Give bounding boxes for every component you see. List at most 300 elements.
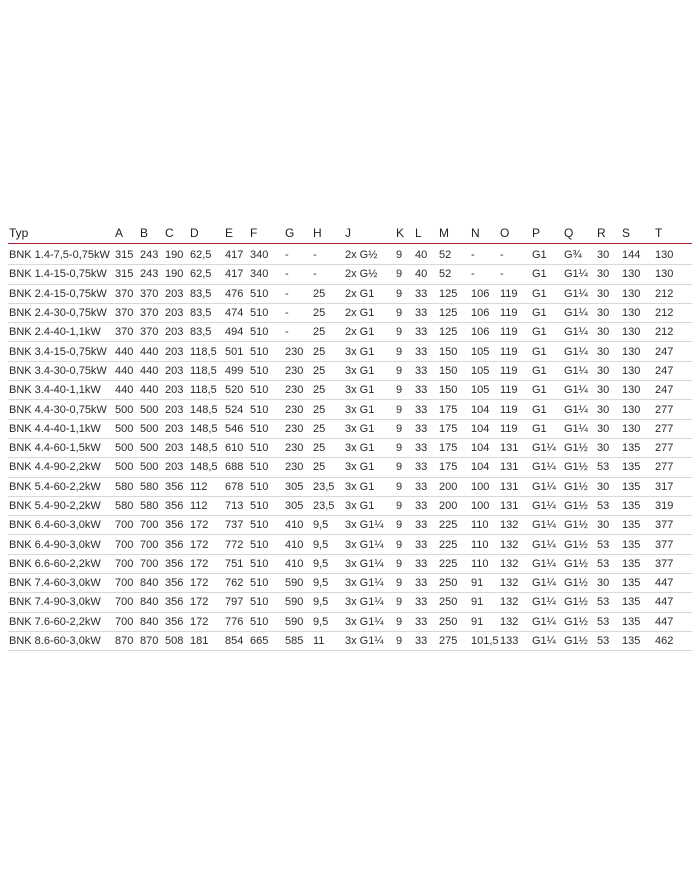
value-cell: G1¼ (564, 268, 588, 281)
value-cell: 3x G1 (345, 403, 375, 416)
value-cell: 25 (313, 364, 326, 377)
table-row (8, 631, 692, 650)
value-cell: 135 (622, 519, 641, 532)
value-cell: 118,5 (190, 364, 217, 377)
value-cell: 132 (500, 519, 519, 532)
value-cell: 377 (655, 557, 674, 570)
value-cell: 212 (655, 326, 674, 339)
value-cell: 33 (415, 345, 428, 358)
value-cell: 713 (225, 500, 244, 512)
value-cell: 700 (115, 615, 134, 628)
value-cell: 25 (313, 442, 326, 455)
table-row (8, 323, 692, 342)
value-cell: G¾ (564, 249, 582, 262)
value-cell: 440 (115, 345, 134, 358)
value-cell: 700 (115, 538, 134, 551)
value-cell: 33 (415, 461, 428, 474)
value-cell: 172 (190, 596, 209, 609)
value-cell: G1¼ (564, 326, 588, 339)
value-cell: 53 (597, 557, 610, 570)
value-cell: 3x G1 (345, 500, 375, 512)
value-cell: G1½ (564, 615, 588, 628)
value-cell: G1¼ (532, 519, 556, 532)
value-cell: 30 (597, 345, 610, 358)
value-cell: 190 (165, 249, 184, 262)
value-cell: 200 (439, 480, 458, 493)
value-cell: 9 (396, 577, 403, 590)
type-cell: BNK 5.4-60-2,2kW (9, 480, 101, 493)
value-cell: 340 (250, 249, 269, 262)
value-cell: 243 (140, 268, 159, 281)
table-row (8, 381, 692, 400)
value-cell: 447 (655, 577, 674, 590)
type-cell: BNK 4.4-40-1,1kW (9, 422, 101, 435)
value-cell: 9 (396, 480, 403, 493)
value-cell: 203 (165, 403, 184, 416)
value-cell: G1¼ (564, 384, 588, 397)
value-cell: 277 (655, 422, 674, 435)
value-cell: 440 (140, 384, 159, 397)
type-cell: BNK 2.4-40-1,1kW (9, 326, 101, 339)
value-cell: 700 (140, 538, 159, 551)
value-cell: 665 (250, 635, 269, 648)
value-cell: 854 (225, 635, 244, 648)
value-cell: - (285, 268, 289, 281)
value-cell: 181 (190, 635, 209, 648)
value-cell: 110 (471, 538, 489, 551)
value-cell: 440 (140, 345, 159, 358)
value-cell: 119 (500, 326, 518, 339)
value-cell: 247 (655, 364, 674, 377)
value-cell: 3x G1¼ (345, 538, 384, 551)
value-cell: 104 (471, 403, 490, 416)
value-cell: G1½ (564, 461, 588, 474)
value-cell: 33 (415, 596, 428, 609)
value-cell: 247 (655, 345, 674, 358)
value-cell: 148,5 (190, 403, 218, 416)
value-cell: 33 (415, 577, 428, 590)
value-cell: 356 (165, 615, 184, 628)
value-cell: 130 (622, 384, 641, 397)
value-cell: 510 (250, 422, 269, 435)
value-cell: 53 (597, 635, 610, 648)
value-cell: 500 (140, 422, 159, 435)
value-cell: 751 (225, 557, 244, 570)
value-cell: 9,5 (313, 596, 329, 609)
value-cell: 135 (622, 442, 641, 455)
value-cell: 580 (140, 480, 159, 493)
value-cell: 148,5 (190, 442, 218, 455)
value-cell: 105 (471, 345, 490, 358)
value-cell: 25 (313, 345, 326, 358)
value-cell: G1¼ (564, 364, 588, 377)
value-cell: G1½ (564, 596, 588, 609)
table-row (8, 516, 692, 535)
value-cell: 356 (165, 538, 184, 551)
value-cell: 110 (471, 557, 489, 570)
value-cell: G1 (532, 403, 547, 416)
value-cell: 546 (225, 422, 244, 435)
value-cell: 3x G1 (345, 422, 375, 435)
value-cell: 119 (500, 364, 518, 377)
value-cell: 135 (622, 500, 641, 512)
value-cell: 610 (225, 442, 244, 455)
value-cell: 119 (500, 384, 518, 397)
value-cell: G1¼ (532, 461, 556, 474)
value-cell: 9 (396, 422, 403, 435)
table-row (8, 535, 692, 554)
value-cell: 175 (439, 442, 458, 455)
value-cell: 510 (250, 480, 269, 493)
value-cell: 212 (655, 287, 674, 300)
value-cell: 150 (439, 384, 458, 397)
table-row (8, 438, 692, 457)
value-cell: 230 (285, 345, 304, 358)
value-cell: 9 (396, 345, 403, 358)
value-cell: G1¼ (532, 480, 556, 493)
value-cell: 172 (190, 538, 209, 551)
value-cell: G1¼ (564, 403, 588, 416)
value-cell: 30 (597, 442, 610, 455)
value-cell: 500 (140, 403, 159, 416)
value-cell: G1¼ (532, 442, 556, 455)
value-cell: 25 (313, 326, 326, 339)
value-cell: 225 (439, 538, 458, 551)
value-cell: 175 (439, 403, 458, 416)
value-cell: 144 (622, 249, 641, 262)
value-cell: 106 (471, 307, 490, 320)
value-cell: G1½ (564, 480, 588, 493)
value-cell: 500 (115, 461, 134, 474)
value-cell: 104 (471, 461, 490, 474)
value-cell: 190 (165, 268, 184, 281)
value-cell: 3x G1¼ (345, 596, 384, 609)
value-cell: 175 (439, 422, 458, 435)
value-cell: 33 (415, 519, 428, 532)
value-cell: 737 (225, 519, 244, 532)
value-cell: 3x G1¼ (345, 635, 384, 648)
value-cell: 132 (500, 577, 519, 590)
value-cell: 203 (165, 461, 184, 474)
value-cell: - (500, 249, 504, 262)
value-cell: 100 (471, 480, 490, 493)
value-cell: 33 (415, 442, 428, 455)
value-cell: 356 (165, 519, 184, 532)
value-cell: 33 (415, 403, 428, 416)
value-cell: 510 (250, 557, 269, 570)
value-cell: 870 (140, 635, 159, 648)
type-cell: BNK 2.4-15-0,75kW (9, 287, 107, 300)
value-cell: 119 (500, 307, 518, 320)
value-cell: 130 (622, 345, 641, 358)
value-cell: 33 (415, 364, 428, 377)
value-cell: 9,5 (313, 519, 329, 532)
value-cell: 230 (285, 442, 304, 455)
value-cell: 33 (415, 480, 428, 493)
value-cell: 370 (140, 287, 159, 300)
column-header-d: D (190, 226, 199, 240)
table-row (8, 400, 692, 419)
value-cell: 52 (439, 268, 452, 281)
value-cell: 101,5 (471, 635, 499, 648)
type-cell: BNK 2.4-30-0,75kW (9, 307, 107, 320)
value-cell: 9 (396, 596, 403, 609)
value-cell: 172 (190, 519, 209, 532)
column-header-b: B (140, 226, 149, 240)
value-cell: 510 (250, 326, 269, 339)
value-cell: 2x G1 (345, 287, 375, 300)
value-cell: 9,5 (313, 557, 329, 570)
value-cell: 3x G1¼ (345, 557, 384, 570)
value-cell: 247 (655, 384, 674, 397)
value-cell: 370 (115, 287, 134, 300)
value-cell: 225 (439, 557, 458, 570)
value-cell: 125 (439, 326, 458, 339)
value-cell: 25 (313, 384, 326, 397)
value-cell: 3x G1¼ (345, 615, 384, 628)
value-cell: 112 (190, 500, 208, 512)
value-cell: 688 (225, 461, 244, 474)
type-cell: BNK 7.4-60-3,0kW (9, 577, 101, 590)
value-cell: 33 (415, 615, 428, 628)
value-cell: 33 (415, 326, 428, 339)
value-cell: G1½ (564, 519, 588, 532)
value-cell: 25 (313, 307, 326, 320)
value-cell: 104 (471, 422, 490, 435)
value-cell: 9 (396, 307, 403, 320)
value-cell: 130 (622, 403, 641, 416)
value-cell: G1¼ (532, 557, 556, 570)
value-cell: 840 (140, 596, 159, 609)
value-cell: 3x G1 (345, 461, 375, 474)
value-cell: 91 (471, 615, 484, 628)
value-cell: 62,5 (190, 249, 212, 262)
value-cell: G1 (532, 384, 547, 397)
value-cell: 315 (115, 268, 134, 281)
value-cell: 700 (140, 557, 159, 570)
value-cell: G1 (532, 364, 547, 377)
value-cell: 110 (471, 519, 489, 532)
value-cell: 148,5 (190, 422, 218, 435)
value-cell: 510 (250, 500, 269, 512)
value-cell: 3x G1¼ (345, 519, 384, 532)
value-cell: 499 (225, 364, 244, 377)
value-cell: 33 (415, 500, 428, 512)
value-cell: 476 (225, 287, 244, 300)
value-cell: G1½ (564, 577, 588, 590)
value-cell: - (313, 249, 317, 262)
dimension-table (8, 226, 692, 651)
value-cell: 33 (415, 384, 428, 397)
value-cell: 700 (115, 596, 134, 609)
value-cell: 772 (225, 538, 244, 551)
value-cell: 125 (439, 287, 458, 300)
value-cell: 510 (250, 384, 269, 397)
value-cell: G1¼ (564, 287, 588, 300)
value-cell: G1 (532, 422, 547, 435)
value-cell: 9 (396, 635, 403, 648)
value-cell: 230 (285, 461, 304, 474)
value-cell: G1¼ (532, 538, 556, 551)
value-cell: 175 (439, 461, 458, 474)
value-cell: 447 (655, 596, 674, 609)
value-cell: 250 (439, 615, 458, 628)
value-cell: 9 (396, 249, 403, 262)
value-cell: 340 (250, 268, 269, 281)
value-cell: 130 (655, 268, 674, 281)
value-cell: G1¼ (564, 422, 588, 435)
value-cell: 135 (622, 461, 641, 474)
value-cell: - (285, 249, 289, 262)
value-cell: 30 (597, 422, 610, 435)
value-cell: 30 (597, 307, 610, 320)
value-cell: 510 (250, 287, 269, 300)
value-cell: 840 (140, 615, 159, 628)
value-cell: 135 (622, 480, 641, 493)
value-cell: 510 (250, 538, 269, 551)
value-cell: 580 (115, 500, 134, 512)
value-cell: 203 (165, 384, 184, 397)
value-cell: 53 (597, 538, 610, 551)
type-cell: BNK 1.4-15-0,75kW (9, 268, 107, 281)
value-cell: 130 (622, 268, 641, 281)
value-cell: 3x G1¼ (345, 577, 384, 590)
value-cell: 30 (597, 287, 610, 300)
dimension-table-sheet (8, 226, 692, 651)
value-cell: 53 (597, 500, 610, 512)
value-cell: 33 (415, 557, 428, 570)
value-cell: 580 (115, 480, 134, 493)
value-cell: 106 (471, 287, 490, 300)
value-cell: 510 (250, 345, 269, 358)
value-cell: 172 (190, 577, 209, 590)
value-cell: 150 (439, 345, 458, 358)
value-cell: 91 (471, 596, 484, 609)
value-cell: 510 (250, 364, 269, 377)
column-header-t: T (655, 226, 663, 240)
type-cell: BNK 7.6-60-2,2kW (9, 615, 101, 628)
type-cell: BNK 5.4-90-2,2kW (9, 500, 101, 512)
type-cell: BNK 3.4-15-0,75kW (9, 345, 107, 358)
value-cell: 474 (225, 307, 244, 320)
value-cell: 25 (313, 422, 326, 435)
value-cell: 30 (597, 364, 610, 377)
value-cell: 83,5 (190, 287, 212, 300)
value-cell: 135 (622, 557, 641, 570)
table-row (8, 265, 692, 284)
column-header-q: Q (564, 226, 574, 240)
column-header-f: F (250, 226, 258, 240)
value-cell: 135 (622, 615, 641, 628)
column-header-j: J (345, 226, 351, 240)
value-cell: 105 (471, 364, 490, 377)
column-header-typ: Typ (9, 226, 29, 240)
value-cell: 417 (225, 268, 244, 281)
value-cell: 410 (285, 538, 304, 551)
value-cell: 25 (313, 403, 326, 416)
value-cell: 3x G1 (345, 384, 375, 397)
type-cell: BNK 6.4-60-3,0kW (9, 519, 101, 532)
value-cell: 440 (140, 364, 159, 377)
value-cell: 3x G1 (345, 442, 375, 455)
value-cell: 30 (597, 268, 610, 281)
value-cell: - (285, 287, 289, 300)
value-cell: 356 (165, 480, 184, 493)
value-cell: G1 (532, 307, 547, 320)
value-cell: 52 (439, 249, 452, 262)
value-cell: G1¼ (564, 345, 588, 358)
value-cell: 112 (190, 480, 208, 493)
value-cell: 30 (597, 519, 610, 532)
value-cell: 2x G1 (345, 307, 375, 320)
value-cell: 132 (500, 557, 519, 570)
value-cell: 130 (622, 287, 641, 300)
value-cell: 9 (396, 287, 403, 300)
table-row (8, 303, 692, 322)
value-cell: - (313, 268, 317, 281)
value-cell: 30 (597, 249, 610, 262)
value-cell: G1½ (564, 500, 588, 512)
value-cell: 9 (396, 519, 403, 532)
value-cell: 131 (500, 480, 519, 493)
value-cell: 494 (225, 326, 244, 339)
value-cell: 30 (597, 403, 610, 416)
value-cell: 2x G½ (345, 268, 378, 281)
column-header-l: L (415, 226, 422, 240)
value-cell: 132 (500, 596, 519, 609)
value-cell: 520 (225, 384, 244, 397)
table-body (8, 244, 692, 651)
table-row (8, 496, 692, 515)
value-cell: G1½ (564, 538, 588, 551)
value-cell: 203 (165, 442, 184, 455)
value-cell: 510 (250, 577, 269, 590)
value-cell: 135 (622, 577, 641, 590)
table-row (8, 458, 692, 477)
value-cell: 9 (396, 442, 403, 455)
value-cell: 590 (285, 577, 304, 590)
value-cell: 250 (439, 577, 458, 590)
value-cell: 9,5 (313, 615, 329, 628)
value-cell: 119 (500, 287, 518, 300)
value-cell: 700 (115, 519, 134, 532)
column-header-k: K (396, 226, 405, 240)
value-cell: - (471, 249, 475, 262)
value-cell: 305 (285, 480, 304, 493)
value-cell: 203 (165, 364, 184, 377)
value-cell: 590 (285, 615, 304, 628)
value-cell: 53 (597, 461, 610, 474)
value-cell: 9 (396, 403, 403, 416)
value-cell: 370 (115, 307, 134, 320)
table-row (8, 593, 692, 612)
value-cell: 9 (396, 364, 403, 377)
type-cell: BNK 6.4-90-3,0kW (9, 538, 101, 551)
value-cell: 510 (250, 519, 269, 532)
value-cell: 762 (225, 577, 244, 590)
value-cell: 130 (622, 326, 641, 339)
value-cell: 30 (597, 480, 610, 493)
column-header-e: E (225, 226, 234, 240)
value-cell: 131 (500, 461, 519, 474)
value-cell: 870 (115, 635, 134, 648)
value-cell: 447 (655, 615, 674, 628)
table-row (8, 477, 692, 496)
value-cell: 700 (140, 519, 159, 532)
value-cell: 700 (115, 557, 134, 570)
value-cell: 203 (165, 422, 184, 435)
value-cell: - (285, 326, 289, 339)
